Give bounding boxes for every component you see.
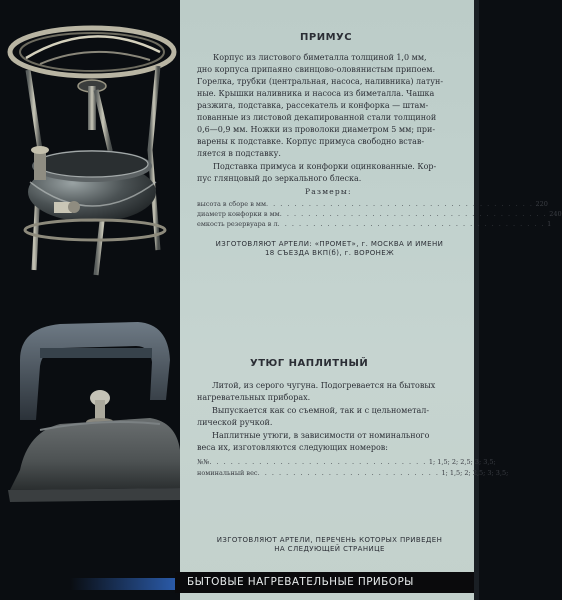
text-line: Подставка примуса и конфорки оцинкованные. Кор- [213,162,437,171]
text-line: дно корпуса припаяно свинцово-оловянистым припоем. [197,65,436,74]
primus-stove-photo [0,0,188,290]
number-label: №№ [197,458,210,466]
text-line: ляется в подставку. [197,149,281,158]
size-label: высота в сборе в мм [197,200,267,208]
text-line: Корпус из листового биметалла толщиной 1,0 мм, [213,53,427,62]
iron-makers [192,536,467,554]
text-line: Наплитные утюги, в зависимости от номинального [212,431,430,440]
size-value: 220 [535,200,548,208]
text-line: 0,6—0,9 мм. Ножки из проволоки диаметром 5 мм; при- [197,125,436,134]
text-line: нагревательных приборах. [197,393,311,402]
text-line: ные. Крышки наливника и насоса из биметалла. Чашка [197,89,435,98]
number-row: номинальный вес . . . . . . . . . . . . . . . . . . . . . . . . . . 1; 1,5; 2; 2,5; 3; 3,5; [197,469,509,477]
text-line: лической ручкой. [197,418,273,427]
size-label: диаметр конфорки в мм [197,210,280,218]
section-footer [175,572,474,593]
size-row: емкость резервуара в л . . . . . . . . . . . . . . . . . . . . . . . . . . . . . . . . . . . . . . 1 [197,220,552,228]
page-edge [474,0,479,600]
makers-line: ИЗГОТОВЛЯЮТ АРТЕЛИ, ПЕРЕЧЕНЬ КОТОРЫХ ПРИВЕДЕН [216,536,443,544]
size-row: высота в сборе в мм . . . . . . . . . . . . . . . . . . . . . . . . . . . . . . . . . . . . . . 220 [197,200,548,208]
size-value: 240 [549,210,562,218]
sizes-heading: Размеры: [305,187,352,196]
number-value: 1; 1,5; 2; 2,5; 3; 3,5; [428,458,496,466]
text-line: Выпускается как со съемной, так и с цельнометал- [212,406,430,415]
size-row: диаметр конфорки в мм . . . . . . . . . . . . . . . . . . . . . . . . . . . . . . . . . . . . . . 240 [197,210,562,218]
text-line: Горелка, трубки (центральная, насоса, наливника) латун- [197,77,444,86]
flat-iron-photo [0,300,188,550]
text-line: веса их, изготовляются следующих номеров: [197,443,388,452]
primus-makers [192,240,467,258]
makers-line: НА СЛЕДУЮЩЕЙ СТРАНИЦЕ [274,545,385,553]
text-line: разжига, подставка, рассекатель и конфорка — штам- [197,101,429,110]
text-line: пус глянцовый до зеркального блеска. [197,174,362,183]
text-line: Литой, из серого чугуна. Подогревается на бытовых [212,381,436,390]
text-line: варены к подставке. Корпус примуса свободно встав- [197,137,425,146]
text-line: пованные из листовой декапированной стали толщиной [197,113,437,122]
size-value: 1 [547,220,552,228]
size-label: емкость резервуара в л [197,220,278,228]
makers-line: ИЗГОТОВЛЯЮТ АРТЕЛИ: «ПРОМЕТ», г. МОСКВА И ИМЕНИ [215,240,444,248]
footer-label: БЫТОВЫЕ НАГРЕВАТЕЛЬНЫЕ ПРИБОРЫ [187,576,414,588]
page-bottom-band [0,578,175,590]
makers-line: 18 СЪЕЗДА ВКП(б), г. ВОРОНЕЖ [264,249,395,257]
number-label: номинальный вес [197,469,258,477]
number-value: 1; 1,5; 2; 2,5; 3; 3,5; [441,469,509,477]
number-row: №№ . . . . . . . . . . . . . . . . . . . . . . . . . . . . . . . 1; 1,5; 2; 2,5; 3; 3,5; [197,458,496,466]
photo-column [0,0,188,600]
iron-title: УТЮГ НАПЛИТНЫЙ [250,358,369,369]
primus-title: ПРИМУС [300,32,353,43]
